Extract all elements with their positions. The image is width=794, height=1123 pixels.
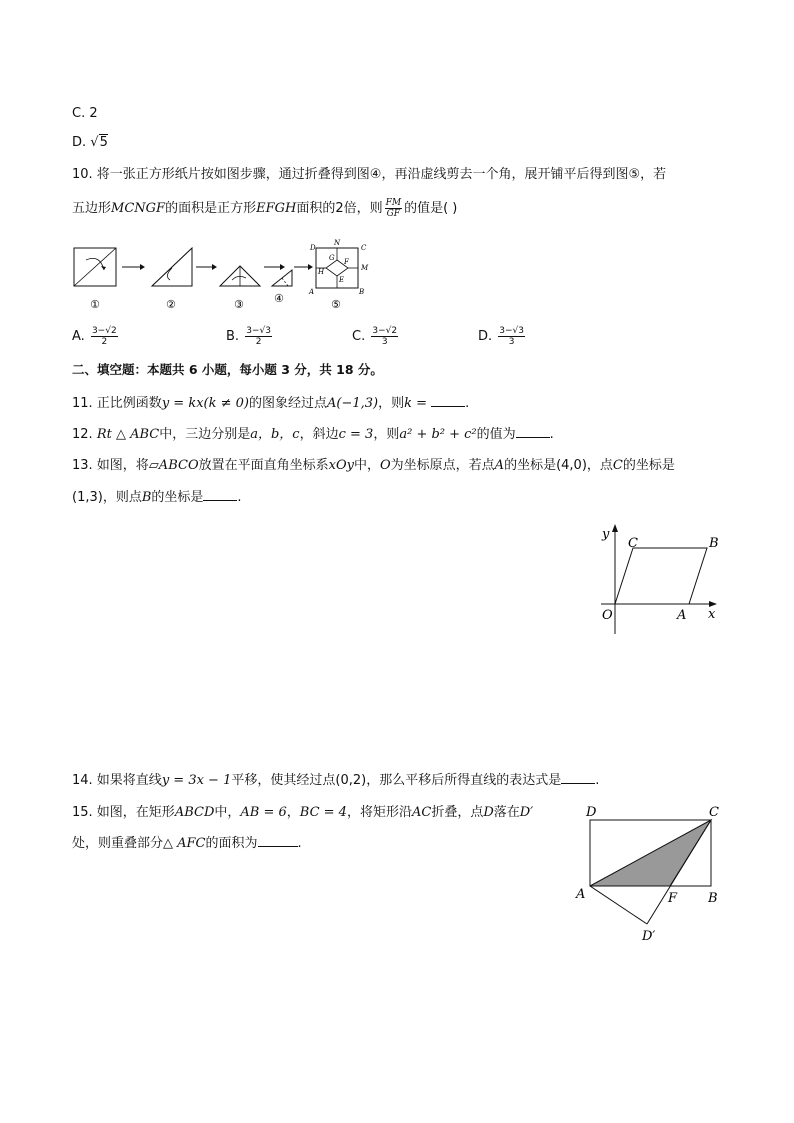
q15-ab: AB = 6: [240, 805, 287, 820]
q15-text: ，将矩形沿: [346, 805, 412, 820]
q11-text: 的图象经过点: [248, 396, 327, 411]
q12-triangle: Rt △ ABC: [96, 427, 160, 442]
q10-line1: 10. 将一张正方形纸片按如图步骤，通过折叠得到图④，再沿虚线剪去一个角，展开铺平后得到图⑤，若: [72, 167, 667, 182]
q10-fraction: [385, 198, 402, 219]
frac-den: 2: [101, 337, 108, 347]
q11-answer-blank[interactable]: [431, 394, 465, 407]
frac-num: 3−√2: [91, 326, 117, 336]
q11-text: ，则: [378, 396, 405, 411]
q13-fig-x: x: [708, 607, 716, 622]
q9-option-d-radicand: 5: [99, 135, 108, 150]
option-fraction: [245, 326, 272, 347]
q12-expr: a² + b² + c²: [399, 427, 477, 442]
q13-text: 的坐标是: [622, 458, 675, 473]
q11-equation: y = kx(k ≠ 0): [161, 396, 249, 411]
q14-text: 平移，使其经过点: [231, 773, 336, 788]
option-label: A.: [72, 329, 89, 344]
fig5-label-a: A: [309, 288, 315, 296]
q13-shape: ▱ABCO: [148, 458, 199, 473]
fig5-label-d: D: [310, 244, 316, 252]
q15-fig-f: F: [668, 891, 678, 906]
q15-fig-b: B: [708, 891, 718, 906]
q13-text: ，点: [586, 458, 613, 473]
q10-text: 面积的2倍，则: [296, 201, 383, 216]
q10-pentagon: MCNGF: [111, 201, 166, 216]
q13-c: C: [612, 458, 623, 473]
fig5-label-n: N: [334, 239, 341, 247]
q10-text: 五边形: [72, 201, 112, 216]
q12-answer-blank[interactable]: [516, 425, 550, 438]
q12-text: 中，三边分别是: [159, 427, 251, 442]
q13-text: .: [237, 490, 242, 505]
option-label: D.: [478, 329, 497, 344]
q12-text: 12.: [72, 427, 97, 442]
q11: [72, 394, 469, 414]
q9-option-d-label: D.: [72, 135, 91, 150]
frac-num: 3−√3: [246, 326, 271, 336]
q14-point: (0,2): [335, 773, 367, 788]
fig5-label-c: C: [361, 244, 367, 252]
q13-xoy: xOy: [328, 458, 354, 473]
q12-hyp: c = 3: [338, 427, 374, 442]
q10-text: 的值是( ): [404, 201, 458, 216]
option-label: C.: [352, 329, 370, 344]
q14: [72, 771, 599, 791]
q12-text: ，斜边: [299, 427, 339, 442]
option-fraction: [371, 326, 398, 347]
frac-den: 3: [508, 337, 515, 347]
fig5-label-g: G: [329, 254, 335, 262]
q11-text: .: [465, 396, 470, 411]
q13-text: 中，: [353, 458, 380, 473]
q15-rectangle-fold-figure: [572, 800, 732, 950]
fig5-label-f: F: [344, 258, 349, 266]
q11-point: A(−1,3): [327, 396, 379, 411]
q13-a: A: [494, 458, 505, 473]
q15-text: .: [297, 836, 302, 851]
q10-option-d: [478, 326, 527, 347]
q15-fig-d: D: [586, 805, 597, 820]
q12-sides: a，b，c: [250, 427, 300, 442]
option-fraction: [498, 326, 525, 347]
q15-text: 的面积为: [205, 836, 258, 851]
q13-line1: [72, 456, 675, 476]
fig-label-4: ④: [274, 292, 284, 305]
q15-ac: AC: [411, 805, 432, 820]
option-label: B.: [226, 329, 244, 344]
q15-text: 处，则重叠部分: [72, 836, 164, 851]
fig5-label-e: E: [339, 276, 345, 284]
option-fraction: [91, 326, 118, 347]
q12-text: ，则: [373, 427, 400, 442]
q14-text: 14. 如果将直线: [72, 773, 162, 788]
q15-fig-c: C: [709, 805, 719, 820]
q13-text: 为坐标原点，若点: [390, 458, 495, 473]
q13-text: 的坐标是: [151, 490, 204, 505]
q14-answer-blank[interactable]: [561, 771, 595, 784]
q10-option-a: [72, 326, 120, 347]
q14-text: ，那么平移后所得直线的表达式是: [366, 773, 562, 788]
q15-fig-dprime: D′: [642, 929, 656, 944]
q10-text: 的面积是正方形: [165, 201, 257, 216]
q15-triangle: △ AFC: [163, 836, 206, 851]
q14-text: .: [595, 773, 600, 788]
q10-square: EFGH: [256, 201, 297, 216]
q13-text: 13. 如图，将: [72, 458, 149, 473]
q13-text: 放置在平面直角坐标系: [198, 458, 329, 473]
q13-text: ，则点: [102, 490, 142, 505]
q15-text: 折叠，点: [431, 805, 484, 820]
q15-d: D: [483, 805, 494, 820]
q15-line2: [72, 834, 302, 854]
frac-den: 2: [255, 337, 262, 347]
q12: [72, 425, 554, 445]
fig-label-2: ②: [166, 298, 176, 311]
q15-text: 中，: [214, 805, 241, 820]
q9-option-c: C. 2: [72, 106, 98, 121]
fig-label-3: ③: [234, 298, 244, 311]
fig5-label-m: M: [361, 264, 369, 272]
q15-text: ，: [286, 805, 300, 820]
q15-text: 落在: [493, 805, 520, 820]
q15-dprime: D′: [519, 805, 534, 820]
frac-num: 3−√3: [499, 326, 525, 336]
fig-label-5: ⑤: [331, 298, 341, 311]
q10-frac-num: FM: [385, 198, 402, 208]
q10-option-c: [352, 326, 400, 347]
q13-o: O: [379, 458, 391, 473]
q14-equation: y = 3x − 1: [161, 773, 232, 788]
q15-text: 15. 如图，在矩形: [72, 805, 175, 820]
q13-fig-b: B: [709, 536, 719, 551]
frac-den: 3: [381, 337, 388, 347]
q13-fig-c: C: [628, 536, 638, 551]
q12-text: 的值为: [476, 427, 516, 442]
q13-text: 的坐标是: [504, 458, 557, 473]
q13-fig-y: y: [602, 527, 610, 542]
q15-line1: [72, 803, 533, 823]
fig5-label-h: H: [318, 268, 325, 276]
q10-folding-figure: [68, 236, 378, 312]
q12-text: .: [549, 427, 554, 442]
q11-text: 11. 正比例函数: [72, 396, 162, 411]
q13-parallelogram-figure: [595, 520, 725, 644]
fig5-label-b: B: [359, 288, 365, 296]
q13-answer-blank[interactable]: [203, 488, 237, 501]
frac-num: 3−√2: [372, 326, 398, 336]
q15-answer-blank[interactable]: [258, 834, 298, 847]
q9-option-d: D. √5: [72, 135, 108, 150]
q15-rect: ABCD: [174, 805, 215, 820]
q13-coord-a: (4,0): [556, 458, 587, 473]
q11-k: k =: [404, 396, 428, 411]
q13-b: B: [141, 490, 152, 505]
q10-line2: [72, 198, 457, 219]
fig-label-1: ①: [90, 298, 100, 311]
q13-fig-a: A: [677, 608, 687, 623]
q13-fig-o: O: [602, 608, 613, 623]
q13-line2: [72, 488, 242, 508]
q15-fig-a: A: [576, 887, 586, 902]
q10-frac-den: GF: [386, 209, 401, 219]
q15-bc: BC = 4: [299, 805, 347, 820]
q13-coord-c: (1,3): [72, 490, 103, 505]
section-2-header: 二、填空题：本题共 6 小题，每小题 3 分，共 18 分。: [72, 362, 383, 377]
q10-option-b: [226, 326, 274, 347]
